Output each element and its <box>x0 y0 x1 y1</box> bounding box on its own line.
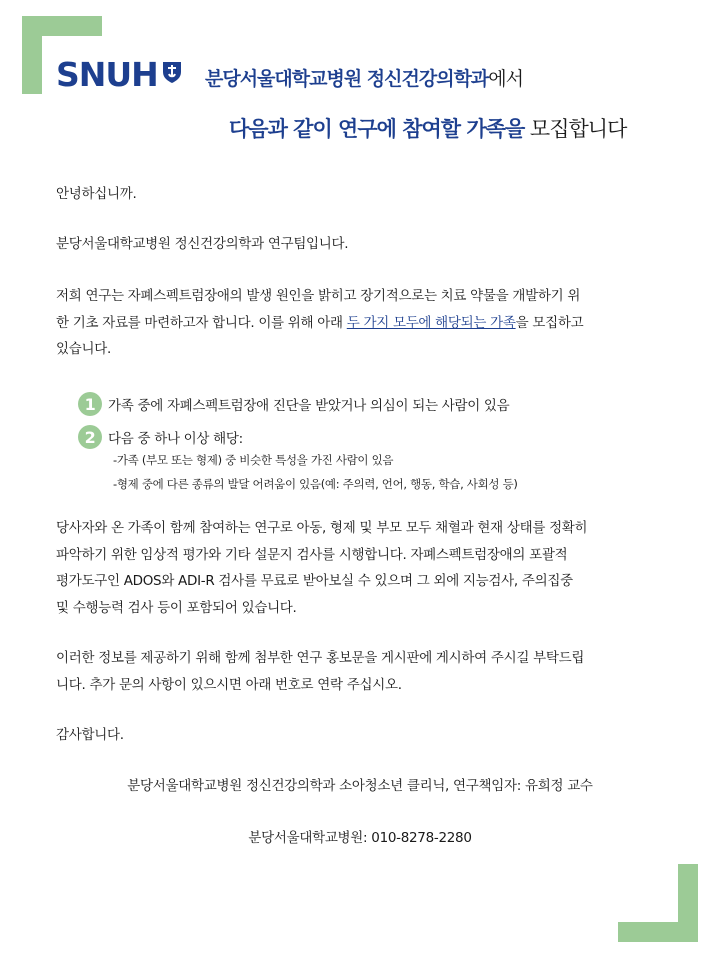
signature: 분당서울대학교병원 정신건강의학과 소아청소년 클리닉, 연구책임자: 유희정 교수 <box>127 778 593 794</box>
eligibility-link[interactable]: 두 가지 모두에 해당되는 가족 <box>346 314 516 331</box>
criteria-text-1: 가족 중에 자폐스펙트럼장애 진단을 받았거나 의심이 되는 사람이 있음 <box>108 398 510 414</box>
greeting: 안녕하십니까. <box>56 186 137 202</box>
request-line: 이러한 정보를 제공하기 위해 함께 첨부한 연구 홍보문을 게시판에 게시하여 주시길 부탁드립 <box>56 650 585 666</box>
purpose-line-3: 있습니다. <box>56 341 111 357</box>
study-line: 및 수행능력 검사 등이 포함되어 있습니다. <box>56 599 297 616</box>
criteria-item-1 <box>78 392 509 416</box>
number-two-icon: 2 <box>78 425 102 449</box>
title1-suffix: 에서 <box>488 68 523 90</box>
criteria-text-2: 다음 중 하나 이상 해당: <box>108 431 243 447</box>
hospital-department: 분당서울대학교병원 정신건강의학과 <box>205 68 489 90</box>
shield-icon <box>161 60 183 84</box>
intro-text: 분당서울대학교병원 정신건강의학과 연구팀입니다. <box>56 236 349 252</box>
purpose-line-2-pre: 한 기초 자료를 마련하고자 합니다. 이를 위해 아래 <box>56 314 347 331</box>
request-line: 니다. 추가 문의 사항이 있으시면 아래 번호로 연락 주십시오. <box>56 676 402 693</box>
study-paragraph <box>56 515 587 621</box>
study-line: 평가도구인 ADOS와 ADI-R 검사를 무료로 받아보실 수 있으며 그 외에 지능검사, 주의집중 <box>56 573 573 589</box>
corner-bracket-bottom-right-bar <box>618 922 698 942</box>
purpose-paragraph <box>56 283 583 363</box>
criteria-item-2 <box>78 425 243 449</box>
purpose-line-1: 저희 연구는 자폐스펙트럼장애의 발생 원인을 밝히고 장기적으로는 치료 약물을 개발하기 위 <box>56 288 581 304</box>
contact-phone: 분당서울대학교병원: 010-8278-2280 <box>248 830 472 846</box>
request-paragraph <box>56 645 584 698</box>
corner-bracket-top-left-bar <box>22 16 102 36</box>
study-line: 당사자와 온 가족이 함께 참여하는 연구로 아동, 형제 및 부모 모두 채혈과 현재 상태를 정확히 <box>56 520 588 536</box>
logo-text: SNUH <box>56 55 158 94</box>
recruit-highlight: 다음과 같이 연구에 참여할 가족을 <box>229 117 525 141</box>
purpose-line-2 <box>56 310 583 337</box>
sub-criteria-2: -형제 중에 다른 종류의 발달 어려움이 있음(예: 주의력, 언어, 행동, 학습, 사회성 등) <box>113 477 518 491</box>
snuh-logo <box>56 55 183 94</box>
sub-criteria-1: -가족 (부모 또는 형제) 중 비슷한 특성을 가진 사람이 있음 <box>113 453 394 467</box>
number-one-icon: 1 <box>78 392 102 416</box>
thanks-text: 감사합니다. <box>56 727 124 743</box>
title2-suffix: 모집합니다 <box>524 117 627 141</box>
study-line: 파악하기 위한 임상적 평가와 기타 설문지 검사를 시행합니다. 자폐스펙트럼장애의 포괄적 <box>56 546 568 563</box>
header-title-line1 <box>205 64 523 91</box>
purpose-line-2-post: 을 모집하고 <box>515 314 584 331</box>
header-title-line2 <box>229 113 626 143</box>
